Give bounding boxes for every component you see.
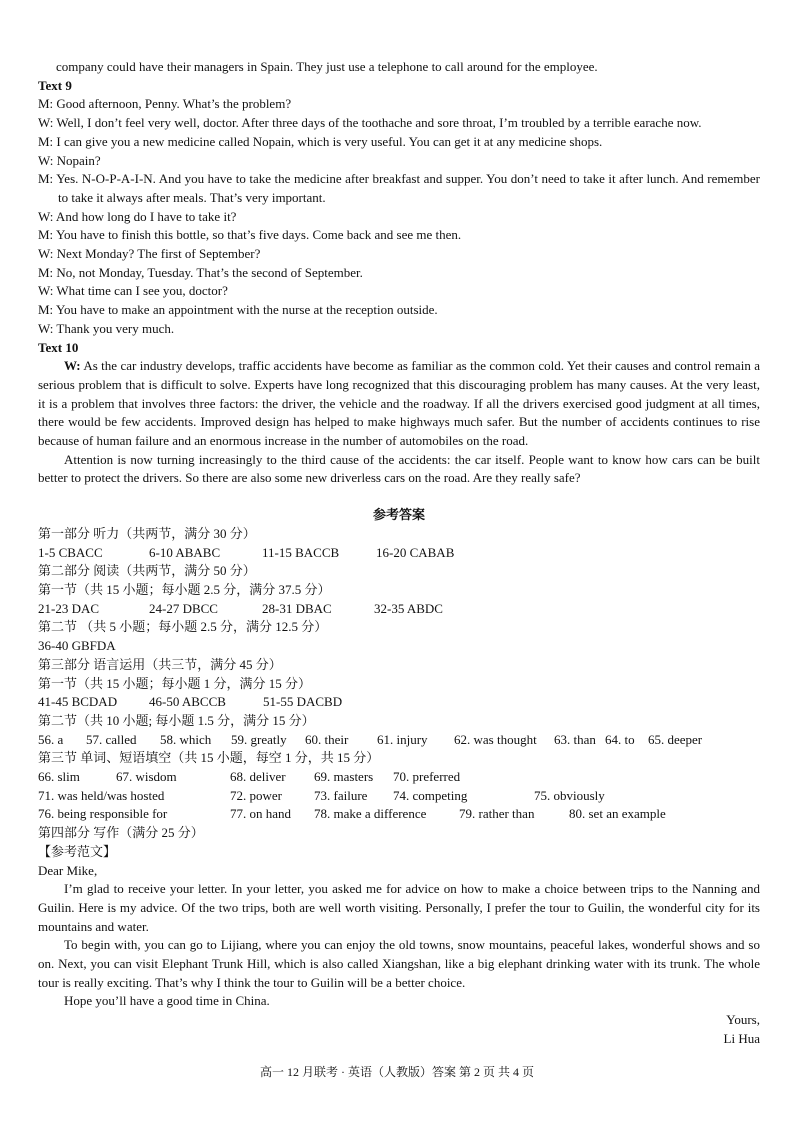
dialogue-line: W: Thank you very much. [38,320,175,336]
answer-item: 74. competing [393,787,468,803]
answer-group: 32-35 ABDC [374,600,443,616]
part2-heading: 第二部分 阅读（共两节，满分 50 分） [38,563,256,579]
part2-section2-heading: 第二节 （共 5 小题；每小题 2.5 分，满分 12.5 分） [38,619,328,635]
answer-item: 58. which [160,731,212,747]
essay-closing: Yours, [726,1012,760,1028]
essay-paragraph-1: I’m glad to receive your letter. In your letter, you asked me for advice on how to make a choice between trips to the Nanning and Guilin. Here is my advice. Of the two trips, both are well worth visiting. Personally, I prefer the tour to Guilin, the wonderful city for its mountains and water. [38,881,760,934]
essay-signature: Li Hua [723,1030,760,1046]
part3-section1-heading: 第一节（共 15 小题；每小题 1 分，满分 15 分） [38,675,312,691]
answer-group: 21-23 DAC [38,600,100,616]
text8-ending: company could have their managers in Spain. They just use a telephone to call around for the employee. [56,59,598,74]
part3-heading: 第三部分 语言运用（共三节，满分 45 分） [38,656,282,672]
page-footer: 高一 12 月联考 · 英语（人教版）答案 第 2 页 共 4 页 [260,1065,534,1079]
answer-item: 72. power [230,787,282,803]
text10-title: Text 10 [38,339,79,355]
text10-p1-body: As the car industry develops, traffic accidents have become as familiar as the common cold. Yet their causes and control remain a serious problem that is difficult to solve. Experts have long recognized that this discouraging problem has many causes. At the very least, it is a problem that involves three factors: the driver, the vehicle and the roadway. If all the drivers exercised good judgment at all times, there would be few accidents. Improved design has helped to make highways much safer. But the number of accidents continues to rise because of human failure and an enormous increase in the number of automobiles on the road. [38,358,760,449]
dialogue-line: W: Well, I don’t feel very well, doctor. After three days of the toothache and sore throat, I’m troubled by a terrible earache now. [38,115,702,131]
essay-paragraph-2: To begin with, you can go to Lijiang, where you can enjoy the old towns, snow mountains, peaceful lakes, wonderful shows and so on. Next, you can visit Elephant Trunk Hill, which is also called Xiangshan, like a big elephant drinking water with its trunk. The whole tour is really exciting. That’s why I think the tour to Guilin will be a better choice. [38,937,760,990]
answer-item: 66. slim [38,769,80,785]
part3-section3-answers-row1 [38,768,760,787]
answer-group: 51-55 DACBD [263,694,343,710]
answer-item: 80. set an example [569,806,666,822]
dialogue-line: W: And how long do I have to take it? [38,208,237,224]
part3-section1-answers [38,693,760,712]
dialogue-line: W: Next Monday? The first of September? [38,246,261,262]
part3-section3-heading: 第三节 单词、短语填空（共 15 小题，每空 1 分，共 15 分） [38,750,380,766]
part2-section1-answers [38,600,760,619]
answer-item: 57. called [86,731,137,747]
answer-item: 78. make a difference [314,806,427,822]
answer-group: 46-50 ABCCB [149,694,226,710]
answer-group: 16-20 CABAB [376,544,455,560]
answer-item: 65. deeper [648,731,703,747]
document-page [38,58,760,1049]
answer-item: 73. failure [314,787,368,803]
answer-group: 24-27 DBCC [149,600,218,616]
text9-title: Text 9 [38,77,72,93]
answer-item: 59. greatly [231,731,287,747]
answer-item: 64. to [605,731,635,747]
dialogue-line: M: You have to make an appointment with the nurse at the reception outside. [38,302,438,318]
speaker-label: W: [64,358,81,374]
answer-item: 70. preferred [393,769,461,785]
answer-item: 62. was thought [454,731,537,747]
text10-paragraph-1 [38,357,760,451]
answer-group: 41-45 BCDAD [38,694,118,710]
answer-item: 71. was held/was hosted [38,787,165,803]
answer-group: 6-10 ABABC [149,544,221,560]
answer-item: 79. rather than [459,806,535,822]
part1-answers [38,544,760,563]
essay-paragraph-3: Hope you’ll have a good time in China. [64,993,270,1009]
part3-section2-answers [38,731,760,750]
answer-group: 28-31 DBAC [262,600,332,616]
part3-section3-answers-row2 [38,787,760,806]
answer-group: 11-15 BACCB [262,544,340,560]
text9-dialogue [38,95,760,338]
answer-item: 56. a [38,731,64,747]
answer-item: 69. masters [314,769,374,785]
answer-item: 75. obviously [534,787,605,803]
dialogue-line: M: I can give you a new medicine called Nopain, which is very useful. You can get it at any medicine shops. [38,133,603,149]
answer-item: 67. wisdom [116,769,177,785]
dialogue-line: M: You have to finish this bottle, so that’s five days. Come back and see me then. [38,227,462,243]
dialogue-line: W: Nopain? [38,152,101,168]
answer-group: 1-5 CBACC [38,544,103,560]
part2-section2-answers: 36-40 GBFDA [38,638,116,654]
answer-item: 63. than [554,731,596,747]
part3-section2-heading: 第二节（共 10 小题; 每小题 1.5 分，满分 15 分） [38,712,315,728]
answer-item: 76. being responsible for [38,806,168,822]
sample-essay-label: 【参考范文】 [38,843,117,859]
part2-section1-heading: 第一节（共 15 小题；每小题 2.5 分，满分 37.5 分） [38,581,331,597]
answer-item: 68. deliver [230,769,286,785]
part3-section3-answers-row3 [38,805,760,824]
dialogue-line: M: Good afternoon, Penny. What’s the problem? [38,96,292,112]
answers-title: 参考答案 [372,507,425,523]
dialogue-line: M: No, not Monday, Tuesday. That’s the second of September. [38,264,363,280]
dialogue-line: M: Yes. N-O-P-A-I-N. And you have to take the medicine after breakfast and supper. You don’t need to take it after lunch. And remember to take it always after meals. That’s very important. [38,171,760,205]
text10-paragraph-2: Attention is now turning increasingly to the third cause of the accidents: the car itself. People want to know how cars can be built better to protect the drivers. So there are also some new driverless cars on the road. Are they really safe? [38,451,760,486]
essay-greeting: Dear Mike, [38,862,98,878]
part4-heading: 第四部分 写作（满分 25 分） [38,825,204,841]
dialogue-line: W: What time can I see you, doctor? [38,283,228,299]
answer-item: 60. their [305,731,349,747]
answer-item: 77. on hand [230,806,292,822]
part1-heading: 第一部分 听力（共两节，满分 30 分） [38,525,256,541]
answer-item: 61. injury [377,731,428,747]
